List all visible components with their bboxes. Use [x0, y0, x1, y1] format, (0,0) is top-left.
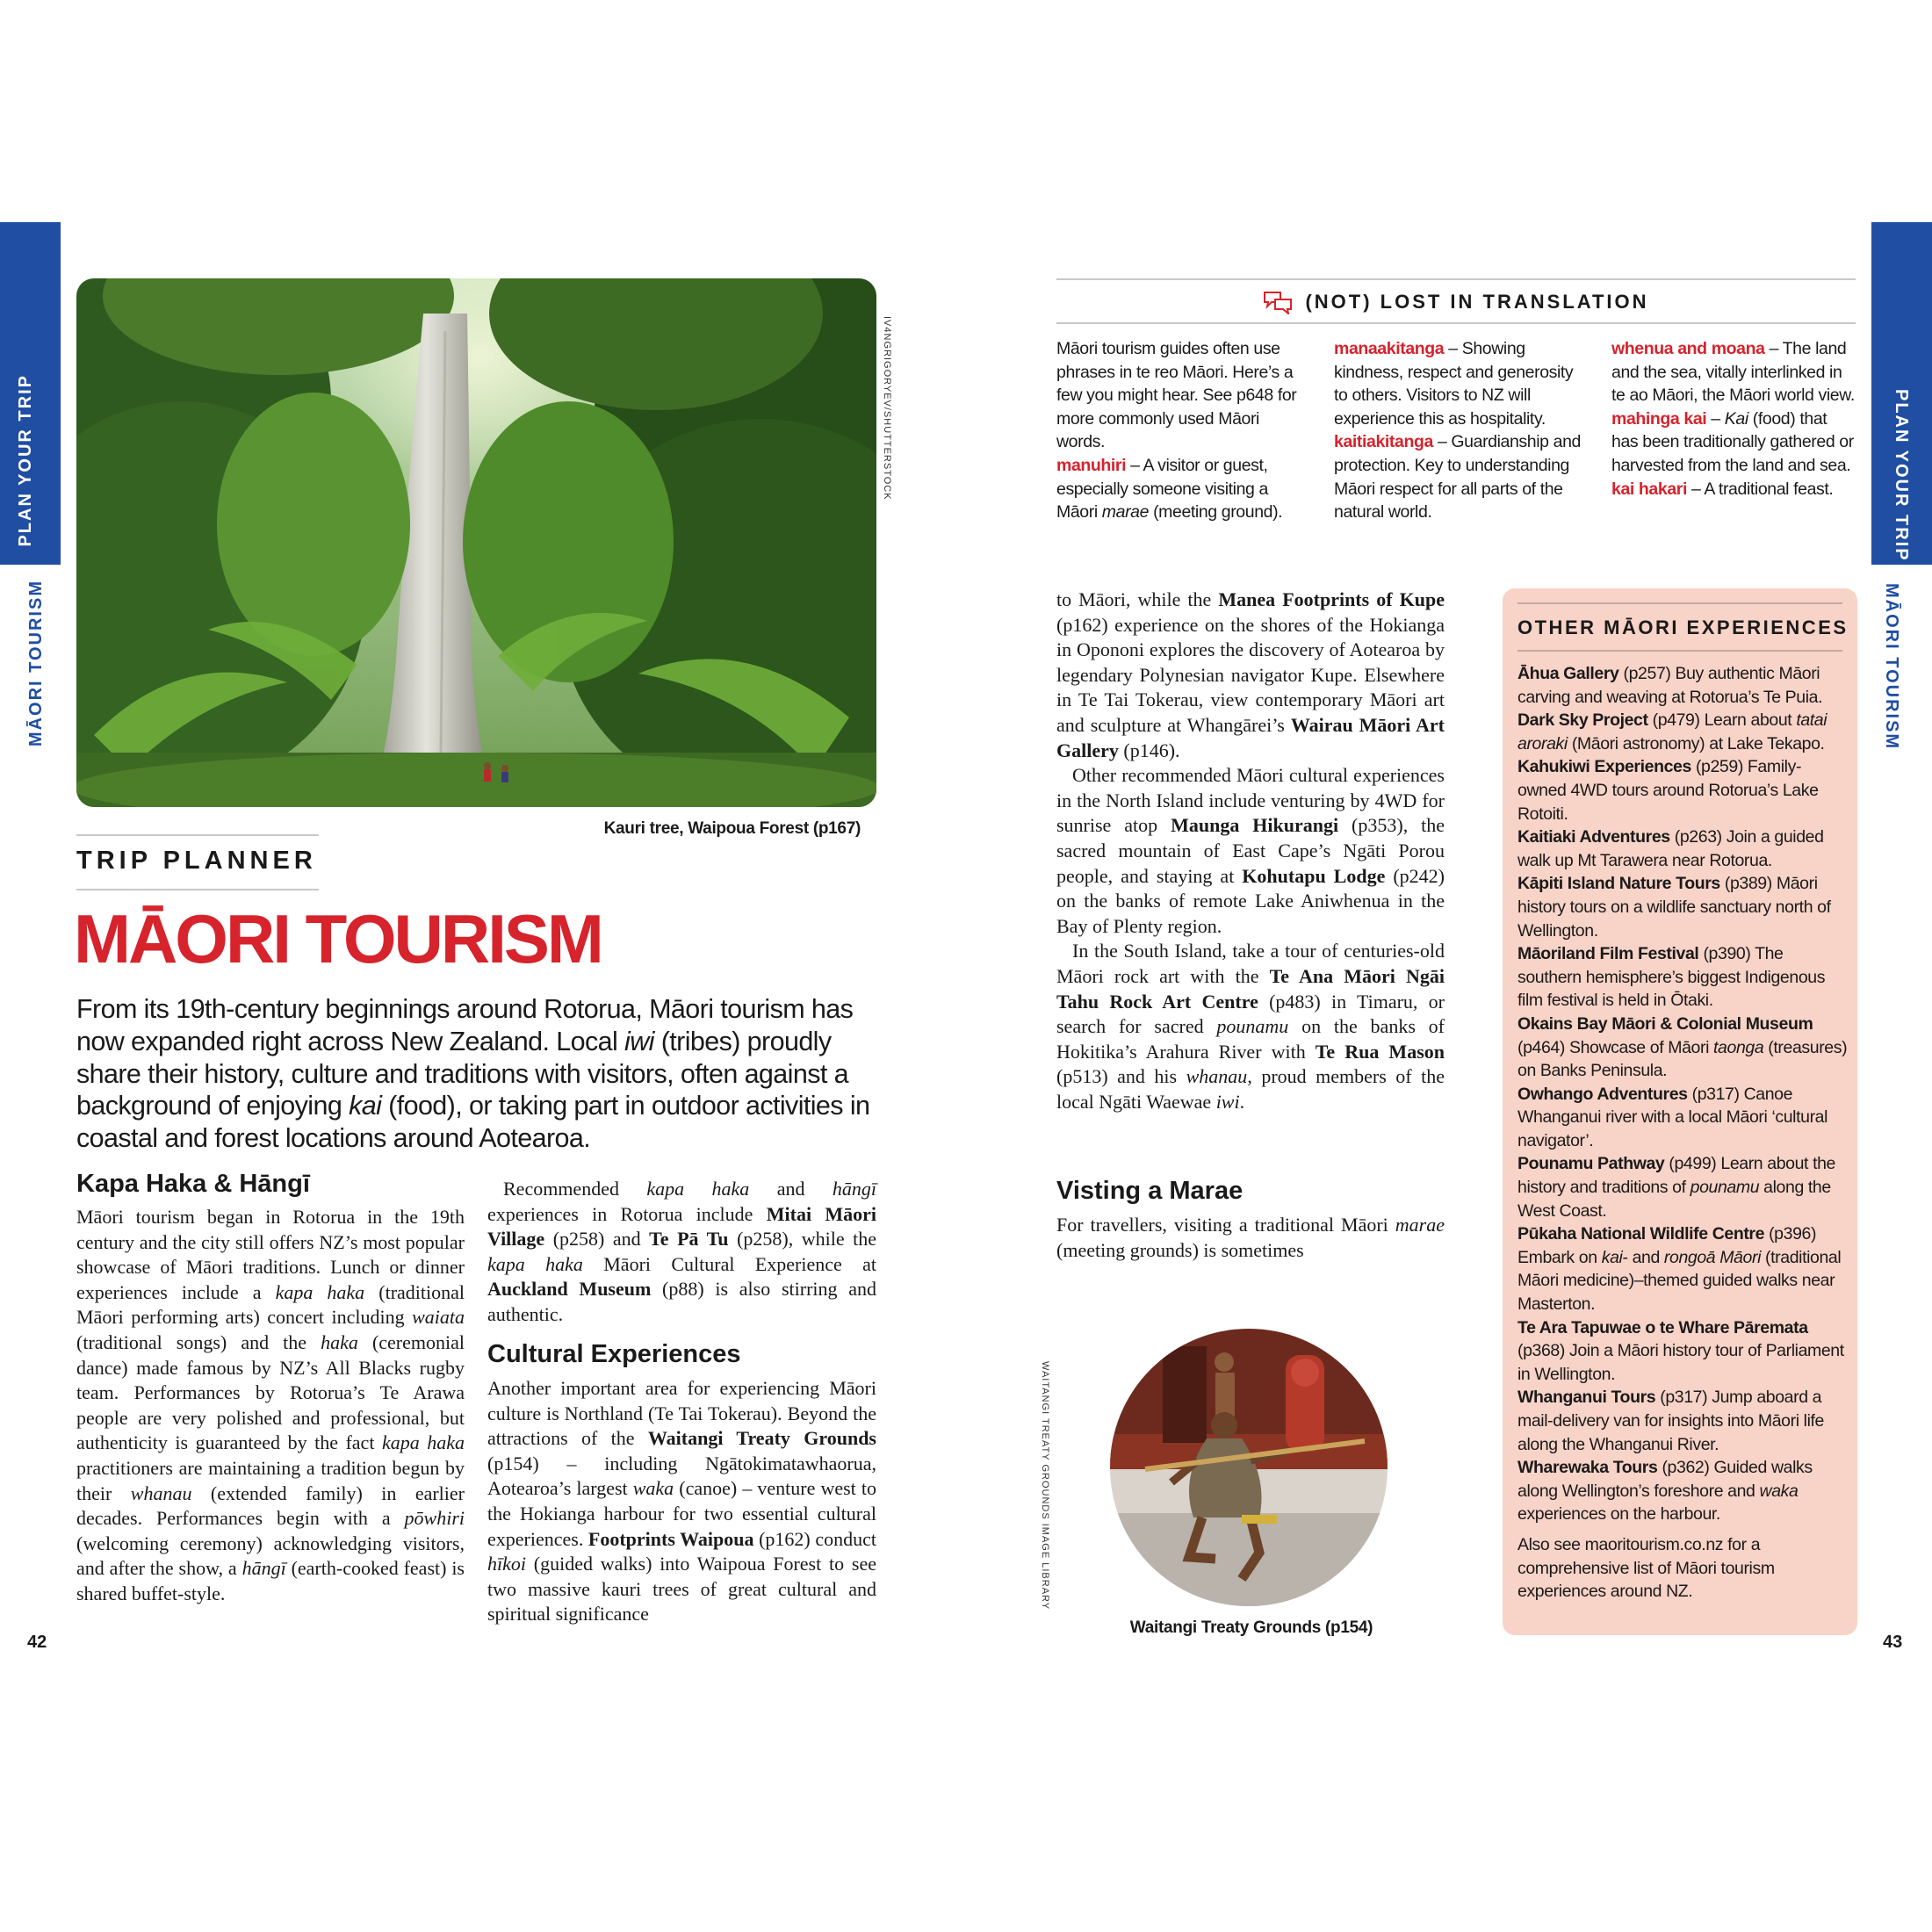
other-experiences-title: OTHER MĀORI EXPERIENCES — [1517, 616, 1849, 638]
glossary-term: mahinga kai — [1611, 408, 1707, 429]
glossary-term: manuhiri — [1056, 455, 1127, 475]
glossary-entry — [1611, 478, 1857, 501]
body-italic: waka — [632, 1477, 674, 1500]
venue-name: Te Rua Mason — [1315, 1040, 1445, 1063]
body-text: Recommended — [503, 1178, 647, 1200]
experience-text: (Māori astronomy) at Lake Tekapo. — [1567, 733, 1825, 753]
experience-name: Āhua Gallery — [1517, 664, 1619, 683]
recommended-paragraph — [487, 1177, 876, 1328]
kicker-rule-top — [76, 834, 319, 836]
left-section-tab-label: PLAN YOUR TRIP — [16, 374, 35, 547]
right-chapter-label: MĀORI TOURISM — [1882, 583, 1901, 751]
body-italic: whanau — [1186, 1065, 1248, 1088]
list-item — [1517, 1456, 1849, 1526]
body-italic: pōwhiri — [404, 1507, 465, 1530]
translation-col-2 — [1334, 337, 1590, 524]
experience-text: (p499) Learn about the history and traditions of — [1517, 1154, 1835, 1198]
glossary-definition: – Guardianship and protection. Key to understanding Māori respect for all parts of the natural world. — [1334, 432, 1581, 523]
glossary-definition: – The land and the sea, vitally interlinked in te ao Māori, the Māori world view. — [1611, 339, 1855, 406]
intro-text: (food), or taking part in outdoor activities in coastal and forest locations around Aotearoa. — [76, 1091, 870, 1154]
glossary-term: kai hakari — [1611, 479, 1687, 499]
experience-name: Wharewaka Tours — [1517, 1458, 1658, 1478]
translation-col-3 — [1611, 337, 1857, 501]
haka-performer-illustration — [1110, 1329, 1388, 1606]
experiences-list — [1517, 662, 1849, 1604]
experience-name: Dark Sky Project — [1517, 710, 1648, 731]
cultural-experiences-body — [487, 1376, 876, 1627]
experience-text: (treasures) on Banks Peninsula. — [1517, 1037, 1848, 1081]
body-text: (p258), while the — [728, 1228, 876, 1251]
translation-rule-top — [1056, 278, 1856, 280]
experience-name: Pūkaha National Wildlife Centre — [1517, 1224, 1765, 1244]
visiting-marae-heading: Visting a Marae — [1056, 1177, 1244, 1205]
venue-name: Wairau Māori Art Gallery — [1056, 713, 1445, 761]
experience-italic: tatai aroraki — [1517, 710, 1827, 753]
experience-name: Te Ara Tapuwae o te Whare Pāremata — [1517, 1317, 1808, 1337]
kauri-photo-credit: IV4NGRIGORYEV/SHUTTERSTOCK — [882, 316, 892, 501]
body-text: practitioners are maintaining a tradition begun by their — [76, 1456, 465, 1504]
body-text: (p162) experience on the shores of the Hokianga in Opononi explores the discovery of Aotearoa by legendary Polynesian navigator Kupe. Elsewhere in Te Tai Tokerau, view contemporary Māori art and sculpture at Whangārei’s — [1056, 613, 1445, 736]
venue-name: Waitangi Treaty Grounds — [647, 1427, 876, 1450]
glossary-entry — [1056, 454, 1311, 524]
list-item — [1517, 662, 1849, 709]
experience-italic: kai — [1601, 1247, 1623, 1267]
body-text: (p513) and his — [1056, 1065, 1186, 1088]
kicker-rule-bottom — [76, 889, 319, 890]
experience-text: (traditional Māori medicine)–themed guided walks near Masterton. — [1517, 1247, 1842, 1315]
continued-body — [1056, 588, 1445, 1114]
translation-col-1 — [1056, 337, 1311, 524]
experience-name: Kahukiwi Experiences — [1517, 757, 1691, 777]
body-italic: hāngī — [832, 1178, 876, 1200]
body-italic: kapa haka — [275, 1280, 365, 1303]
body-text: Other recommended Māori cultural experiences in the North Island include venturing by 4WD for sunrise atop — [1056, 764, 1445, 837]
experience-text: (p389) Māori history tours on a wildlife sanctuary north of Wellington. — [1517, 874, 1831, 941]
other-experiences-panel — [1503, 588, 1857, 1635]
body-italic: hāngī — [242, 1557, 286, 1580]
venue-name: Manea Footprints of Kupe — [1218, 588, 1445, 610]
venue-name: Maunga Hikurangi — [1171, 814, 1339, 837]
body-text: (p88) is also stirring and authentic. — [487, 1278, 876, 1325]
venue-name: Footprints Waipoua — [588, 1527, 754, 1550]
glossary-italic: marae — [1101, 502, 1150, 523]
venue-name: Auckland Museum — [487, 1278, 652, 1301]
experience-name: Kaitiaki Adventures — [1517, 827, 1670, 847]
glossary-definition: (meeting ground). — [1149, 502, 1283, 523]
experience-text: (p259) Family-owned 4WD tours around Rotorua’s Lake Rotoiti. — [1517, 757, 1819, 824]
experience-text: along the West Coast. — [1517, 1178, 1831, 1221]
experience-text: (p368) Join a Māori history tour of Parliament in Wellington. — [1517, 1341, 1844, 1384]
glossary-definition: – Showing kindness, respect and generosity to others. Visitors to NZ will experience this as hospitality. — [1334, 339, 1574, 429]
body-text: (p258) and — [544, 1228, 650, 1251]
kauri-forest-illustration — [76, 278, 876, 807]
body-text: to Māori, while the — [1056, 588, 1219, 610]
body-text: and — [749, 1178, 833, 1200]
experience-text: (p263) Join a guided walk up Mt Tarawera near Rotorua. — [1517, 827, 1824, 870]
waitangi-photo-caption: Waitangi Treaty Grounds (p154) — [1129, 1618, 1373, 1637]
body-italic: iwi — [1215, 1090, 1240, 1113]
experience-name: Māoriland Film Festival — [1517, 944, 1699, 964]
right-section-tab-label: PLAN YOUR TRIP — [1892, 389, 1911, 562]
body-text: (earth-cooked feast) is shared buffet-style. — [76, 1557, 465, 1604]
body-text: (p242) on the banks of remote Lake Aniwhenua in the Bay of Plenty region. — [1056, 864, 1445, 937]
experience-name: Pounamu Pathway — [1517, 1154, 1665, 1174]
body-italic: whanau — [130, 1481, 192, 1504]
kauri-photo-caption: Kauri tree, Waipoua Forest (p167) — [603, 819, 861, 838]
experience-text: (p257) Buy authentic Māori carving and weaving at Rotorua’s Te Puia. — [1517, 664, 1823, 707]
body-italic: haka — [321, 1330, 358, 1353]
visiting-marae-body — [1056, 1213, 1445, 1263]
body-italic: hīkoi — [487, 1553, 526, 1575]
list-item — [1517, 872, 1849, 942]
waitangi-photo — [1110, 1329, 1388, 1606]
glossary-entry — [1611, 407, 1857, 478]
intro-text: From its 19th-century beginnings around Rotorua, Māori tourism has now expanded right across New Zealand. Local — [76, 994, 854, 1056]
body-text: (p154) – including Ngātokimatawhaorua, Aotearoa’s largest — [487, 1452, 876, 1500]
intro-italic: kai — [349, 1091, 382, 1121]
body-text: . — [1239, 1090, 1245, 1113]
venue-name: Kohutapu Lodge — [1242, 864, 1386, 887]
body-text: (ceremonial dance) made famous by NZ’s All Blacks rugby team. Performances by Rotorua’s Te Arawa people are very polished and professional, but authenticity is guaranteed by the fact — [76, 1330, 465, 1454]
list-item — [1517, 1222, 1849, 1316]
glossary-definition: – — [1706, 408, 1725, 429]
left-chapter-label: MĀORI TOURISM — [26, 580, 46, 747]
list-item — [1517, 825, 1849, 872]
body-italic: marae — [1395, 1214, 1445, 1236]
intro-italic: iwi — [624, 1026, 654, 1056]
list-item — [1517, 1083, 1849, 1153]
experience-text: - and — [1622, 1247, 1664, 1267]
body-text: (traditional Māori performing arts) concert including — [76, 1280, 465, 1329]
body-text: (p483) in Timaru, or search for sacred — [1056, 990, 1445, 1038]
list-item — [1517, 1152, 1849, 1222]
glossary-term: kaitiakitanga — [1334, 432, 1433, 452]
experience-name: Kāpiti Island Nature Tours — [1517, 874, 1720, 894]
intro-paragraph — [76, 993, 884, 1155]
experience-italic: waka — [1759, 1481, 1799, 1501]
venue-name: Te Ana Māori Ngāi Tahu Rock Art Centre — [1056, 964, 1445, 1013]
left-page-number: 42 — [27, 1633, 47, 1652]
experience-name: Owhango Adventures — [1517, 1084, 1688, 1104]
glossary-italic: Kai — [1724, 408, 1748, 429]
panel-rule-bottom — [1517, 650, 1842, 652]
list-item — [1517, 709, 1849, 755]
body-text: (p353), the sacred mountain of East Cape’s Ngāti Porou people, and staying at — [1056, 814, 1445, 887]
experience-text: (p464) Showcase of Māori — [1517, 1037, 1714, 1057]
experience-text: (p317) Canoe Whanganui river with a local Māori ‘cultural navigator’. — [1517, 1084, 1828, 1150]
glossary-definition: – A visitor or guest, especially someone visiting a Māori — [1056, 455, 1268, 523]
experience-italic: taonga — [1713, 1037, 1764, 1057]
other-experiences-footer: Also see maoritourism.co.nz for a comprehensive list of Māori tourism experiences around NZ. — [1517, 1534, 1775, 1602]
body-italic: kapa haka — [646, 1178, 750, 1200]
body-italic: waiata — [412, 1306, 465, 1329]
body-text: (canoe) – venture west to the Hokianga harbour for two essential cultural experiences. — [487, 1477, 876, 1550]
body-italic: kapa haka — [487, 1252, 583, 1275]
experience-name: Okains Bay Māori & Colonial Museum — [1517, 1013, 1813, 1034]
kauri-photo — [76, 278, 876, 807]
list-item — [1517, 1386, 1849, 1456]
list-item — [1517, 755, 1849, 825]
venue-name: Te Pā Tu — [649, 1228, 729, 1251]
glossary-term: manaakitanga — [1334, 339, 1445, 358]
body-text: (p162) conduct — [753, 1527, 876, 1550]
cultural-experiences-heading: Cultural Experiences — [487, 1340, 741, 1368]
waitangi-photo-credit: WAITANGI TREATY GROUNDS IMAGE LIBRARY — [1040, 1361, 1050, 1611]
glossary-entry — [1334, 337, 1590, 430]
right-page-number: 43 — [1883, 1633, 1903, 1652]
body-text: Māori tourism began in Rotorua in the 19th century and the city still offers NZ’s most popular showcase of Māori traditions. Lunch or dinner experiences include a — [76, 1206, 465, 1303]
intro-text: (tribes) proudly share their history, culture and traditions with visitors, often against a background of enjoying — [76, 1026, 848, 1121]
body-text: (guided walks) into Waipoua Forest to see two massive kauri trees of great cultural and spiritual significance — [487, 1553, 876, 1626]
body-text: (extended family) in earlier decades. Performances begin with a — [76, 1481, 465, 1530]
glossary-definition: – A traditional feast. — [1686, 479, 1834, 499]
translation-title-row — [1056, 286, 1856, 318]
glossary-entry — [1334, 430, 1590, 523]
body-text: Another important area for experiencing Māori culture is Northland (Te Tai Tokerau). Beyond the attractions of the — [487, 1377, 876, 1450]
body-text: experiences in Rotorua include — [487, 1202, 767, 1225]
body-text: (traditional songs) and the — [76, 1330, 321, 1353]
body-text: (welcoming ceremony) acknowledging visitors, and after the show, a — [76, 1532, 465, 1580]
body-text: on the banks of Hokitika’s Arahura River with — [1056, 1015, 1445, 1063]
kapa-haka-heading: Kapa Haka & Hāngī — [76, 1170, 310, 1198]
translation-rule-bottom — [1056, 322, 1856, 324]
glossary-definition: (food) that has been traditionally gathered or harvested from the land and sea. — [1611, 408, 1854, 475]
experience-text: (p362) Guided walks along Wellington’s foreshore and — [1517, 1458, 1813, 1501]
body-text: (meeting grounds) is sometimes — [1056, 1238, 1304, 1261]
panel-rule-top — [1517, 602, 1842, 604]
trip-planner-kicker: TRIP PLANNER — [76, 847, 317, 875]
body-text: In the South Island, take a tour of centuries-old Māori rock art with the — [1056, 940, 1445, 987]
translation-intro: Māori tourism guides often use phrases in te reo Māori. Here’s a few you might hear. See p648 for more commonly used Māori words. — [1056, 339, 1297, 452]
list-item — [1517, 1316, 1849, 1387]
body-text: For travellers, visiting a traditional Māori — [1056, 1214, 1395, 1236]
experience-italic: pounamu — [1690, 1178, 1760, 1198]
experience-name: Whanganui Tours — [1517, 1388, 1656, 1408]
body-text: Māori Cultural Experience at — [582, 1252, 876, 1275]
page-title: MĀORI TOURISM — [74, 900, 602, 977]
experience-italic: rongoā Māori — [1663, 1247, 1762, 1267]
translation-title: (NOT) LOST IN TRANSLATION — [1305, 291, 1649, 313]
glossary-entry — [1611, 337, 1857, 407]
kapa-haka-body — [76, 1205, 465, 1607]
body-italic: pounamu — [1216, 1015, 1289, 1038]
glossary-term: whenua and moana — [1611, 339, 1765, 358]
experience-text: (p317) Jump aboard a mail-delivery van for insights into Māori life along the Whanganui River. — [1517, 1388, 1824, 1454]
list-item — [1517, 942, 1849, 1013]
body-text: (p146). — [1118, 739, 1180, 761]
list-item — [1517, 1013, 1849, 1083]
right-section-tab — [1871, 222, 1932, 565]
experience-text: (p396) Embark on — [1517, 1224, 1817, 1267]
body-italic: kapa haka — [381, 1431, 465, 1454]
experience-text: (p390) The southern hemisphere’s biggest Indigenous film festival is held in Ōtaki. — [1517, 944, 1826, 1011]
experience-text: (p479) Learn about — [1647, 710, 1797, 731]
venue-name: Mitai Māori Village — [487, 1202, 876, 1251]
body-text: , proud members of the local Ngāti Waewae — [1056, 1065, 1445, 1113]
speech-bubbles-icon — [1263, 290, 1293, 314]
experience-text: experiences on the harbour. — [1517, 1504, 1720, 1525]
left-section-tab — [0, 222, 61, 565]
